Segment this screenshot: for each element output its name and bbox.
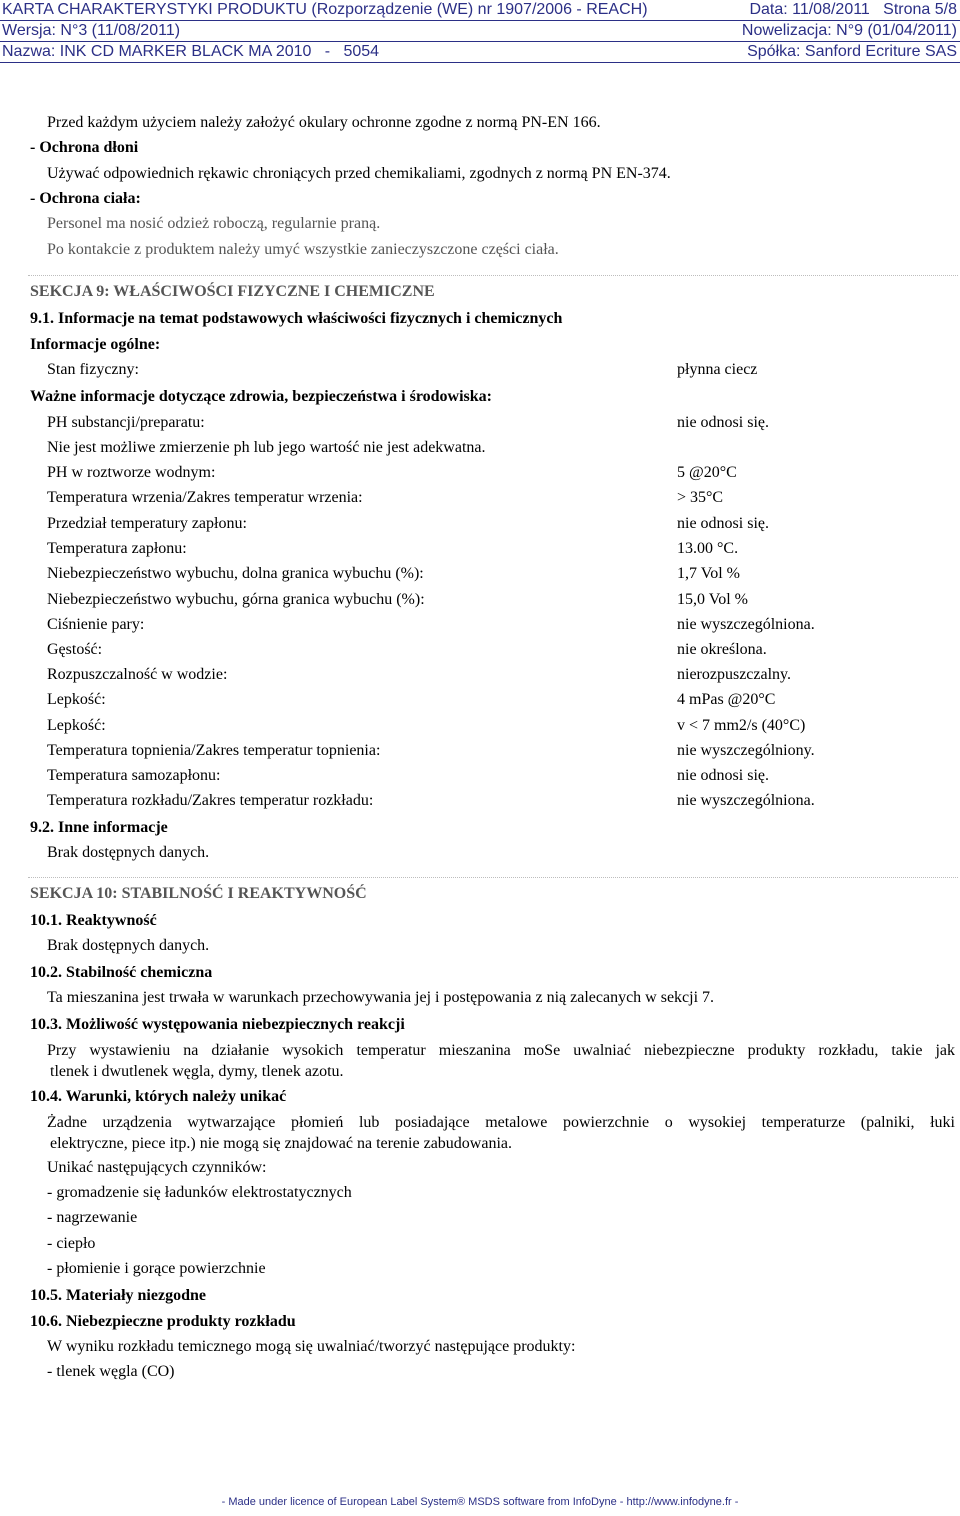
ph-note: Nie jest możliwe zmierzenie ph lub jego wartość nie jest adekwatna. — [47, 439, 486, 456]
section-10-title: SEKCJA 10: STABILNOŚĆ I REAKTYWNOŚĆ — [30, 885, 367, 902]
ph-label: PH substancji/preparatu: — [47, 414, 205, 431]
section-10-1-heading: 10.1. Reaktywność — [30, 912, 157, 929]
property-value: nierozpuszczalny. — [677, 666, 792, 683]
section-10-1-text: Brak dostępnych danych. — [47, 937, 210, 954]
property-label: Ciśnienie pary: — [47, 616, 145, 633]
header-row-2 — [0, 21, 960, 41]
property-value: nie wyszczególniony. — [677, 742, 815, 759]
eye-protection-note: Przed każdym użyciem należy założyć okulary ochronne zgodne z normą PN-EN 166. — [47, 114, 601, 131]
important-info-heading: Ważne informacje dotyczące zdrowia, bezpieczeństwa i środowiska: — [30, 388, 492, 405]
property-value: 4 mPas @20°C — [677, 691, 776, 708]
section-10-2-heading: 10.2. Stabilność chemiczna — [30, 964, 213, 981]
property-label: Temperatura samozapłonu: — [47, 767, 221, 784]
avoid-item: - ciepło — [47, 1235, 96, 1252]
section-separator — [28, 275, 958, 276]
section-9-2-text: Brak dostępnych danych. — [47, 844, 210, 861]
property-value: v < 7 mm2/s (40°C) — [677, 717, 806, 734]
property-label: Temperatura wrzenia/Zakres temperatur wrzenia: — [47, 489, 363, 506]
section-separator — [28, 877, 958, 878]
body-protection-text-1: Personel ma nosić odzież roboczą, regularnie praną. — [47, 215, 381, 232]
section-10-3-text — [47, 1040, 955, 1082]
state-value: płynna ciecz — [677, 361, 758, 378]
section-10-4-heading: 10.4. Warunki, których należy unikać — [30, 1088, 287, 1105]
document-header — [0, 0, 960, 62]
avoid-item: - płomienie i gorące powierzchnie — [47, 1260, 266, 1277]
body-protection-text-2: Po kontakcie z produktem należy umyć wszystkie zanieczyszczone części ciała. — [47, 241, 559, 258]
hand-protection-heading: - Ochrona dłoni — [30, 139, 139, 156]
decomposition-product-item: - tlenek węgla (CO) — [47, 1363, 175, 1380]
property-label: Lepkość: — [47, 691, 106, 708]
section-10-4-text — [47, 1112, 955, 1154]
property-label: Niebezpieczeństwo wybuchu, górna granica wybuchu (%): — [47, 591, 425, 608]
header-row-1 — [0, 0, 960, 20]
header-revision: Nowelizacja: N°9 (01/04/2011) — [741, 22, 957, 39]
general-info-heading: Informacje ogólne: — [30, 336, 161, 353]
property-value: 1,7 Vol % — [677, 565, 740, 582]
header-divider-3 — [0, 62, 960, 63]
hand-protection-text: Używać odpowiednich rękawic chroniących przed chemikaliami, zgodnych z normą PN EN-374. — [47, 165, 671, 182]
property-value: > 35°C — [677, 489, 724, 506]
property-label: Przedział temperatury zapłonu: — [47, 515, 247, 532]
header-company: Spółka: Sanford Ecriture SAS — [747, 43, 957, 60]
section-9-2-heading: 9.2. Inne informacje — [30, 819, 168, 836]
header-version: Wersja: N°3 (11/08/2011) — [2, 22, 181, 39]
property-value: nie wyszczególniona. — [677, 616, 815, 633]
date-and-page — [749, 0, 957, 20]
property-value: 13.00 °C. — [677, 540, 739, 557]
avoid-factors-heading: Unikać następujących czynników: — [47, 1159, 267, 1176]
header-row-3 — [0, 42, 960, 62]
property-label: Niebezpieczeństwo wybuchu, dolna granica wybuchu (%): — [47, 565, 424, 582]
avoid-item: - gromadzenie się ładunków elektrostatycznych — [47, 1184, 352, 1201]
page-footer: - Made under licence of European Label System® MSDS software from InfoDyne - http://www.infodyne.fr - — [221, 1496, 739, 1508]
section-9-1-heading: 9.1. Informacje na temat podstawowych właściwości fizycznych i chemicznych — [30, 310, 563, 327]
property-label: Temperatura zapłonu: — [47, 540, 187, 557]
property-value: 5 @20°C — [677, 464, 737, 481]
section-10-3-line-1: Przy wystawieniu na działanie wysokich temperatur mieszanina moSe uwalniać niebezpieczne produkty rozkładu, takie jak — [47, 1042, 955, 1059]
body-protection-heading: - Ochrona ciała: — [30, 190, 141, 207]
header-date: Data: 11/08/2011 — [749, 1, 870, 18]
section-9-title: SEKCJA 9: WŁAŚCIWOŚCI FIZYCZNE I CHEMICZNE — [30, 283, 435, 300]
section-10-3-line-2: tlenek i dwutlenek węgla, dymy, tlenek azotu. — [50, 1063, 344, 1080]
property-value: 15,0 Vol % — [677, 591, 748, 608]
ph-value: nie odnosi się. — [677, 414, 769, 431]
property-value: nie odnosi się. — [677, 767, 769, 784]
property-label: Lepkość: — [47, 717, 106, 734]
section-10-4-line-2: elektryczne, piece itp.) nie mogą się znajdować na terenie zabudowania. — [50, 1135, 512, 1152]
property-label: Temperatura topnienia/Zakres temperatur topnienia: — [47, 742, 381, 759]
property-label: PH w roztworze wodnym: — [47, 464, 216, 481]
avoid-item: - nagrzewanie — [47, 1209, 138, 1226]
document-title: KARTA CHARAKTERYSTYKI PRODUKTU (Rozporządzenie (WE) nr 1907/2006 - REACH) — [2, 1, 648, 18]
property-value: nie określona. — [677, 641, 767, 658]
property-label: Temperatura rozkładu/Zakres temperatur rozkładu: — [47, 792, 374, 809]
section-10-6-text: W wyniku rozkładu temicznego mogą się uwalniać/tworzyć następujące produkty: — [47, 1338, 576, 1355]
section-10-5-heading: 10.5. Materiały niezgodne — [30, 1287, 206, 1304]
state-label: Stan fizyczny: — [47, 361, 139, 378]
property-value: nie wyszczególniona. — [677, 792, 815, 809]
property-label: Rozpuszczalność w wodzie: — [47, 666, 228, 683]
header-product-name: Nazwa: INK CD MARKER BLACK MA 2010 - 5054 — [2, 43, 380, 60]
property-value: nie odnosi się. — [677, 515, 769, 532]
property-label: Gęstość: — [47, 641, 103, 658]
section-10-2-text: Ta mieszanina jest trwała w warunkach przechowywania jej i postępowania z nią zalecanych w sekcji 7. — [47, 989, 715, 1006]
header-page: Strona 5/8 — [883, 1, 957, 18]
section-10-6-heading: 10.6. Niebezpieczne produkty rozkładu — [30, 1313, 296, 1330]
section-10-4-line-1: Żadne urządzenia wytwarzające płomień lub posiadające metalowe powierzchnie o wysokiej temperaturze (palniki, łuki — [47, 1114, 955, 1131]
section-10-3-heading: 10.3. Możliwość występowania niebezpiecznych reakcji — [30, 1016, 405, 1033]
